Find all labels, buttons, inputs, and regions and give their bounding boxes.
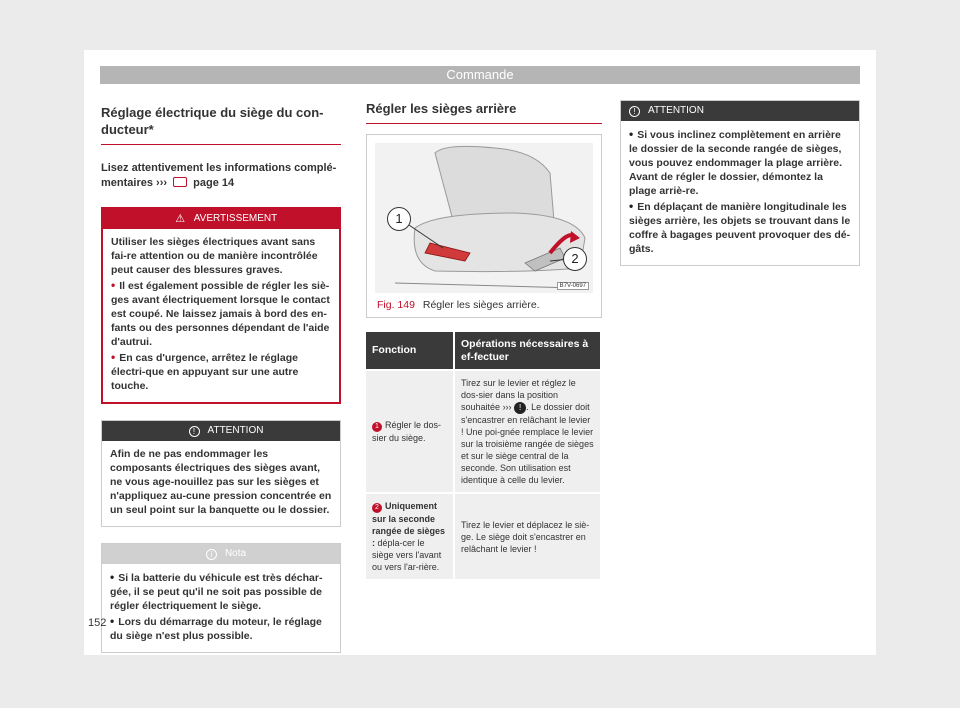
table-header-row — [366, 332, 601, 370]
section-header: Commande — [100, 66, 860, 84]
warning-title: AVERTISSEMENT — [193, 213, 278, 224]
warning-paragraph: Utiliser les sièges électriques avant sans fai-re attention ou de manière incontrôlée peut causer des blessures graves. — [111, 236, 318, 276]
number-badge: 1 — [372, 422, 382, 432]
intro-text — [101, 161, 341, 191]
table-cell-function — [366, 370, 454, 493]
figure-number: Fig. 149 — [377, 299, 415, 311]
nota-bullet-text: Si la batterie du véhicule est très déchar-gée, il se peut qu'il ne soit pas possible de régler électriquement le siège. — [110, 572, 323, 612]
operation-text: Tirez le levier et déplacez le siè-ge. Le siège doit s'encastrer en relâchant le levier ! — [461, 519, 590, 554]
page-reference-link[interactable]: page 14 — [193, 177, 235, 189]
attention-box-header — [102, 421, 340, 441]
figure-code: B7V-0697 — [557, 282, 589, 290]
column-left — [101, 92, 341, 653]
warning-box — [101, 207, 341, 404]
table-cell-function — [366, 493, 454, 579]
nota-box-header — [102, 544, 340, 564]
callout-1: 1 — [387, 207, 411, 231]
nota-title: Nota — [224, 548, 247, 559]
callout-2: 2 — [563, 247, 587, 271]
figure-caption — [367, 293, 601, 317]
attention-title: ATTENTION — [207, 425, 264, 436]
warning-bullet — [111, 278, 331, 349]
attention-body — [621, 121, 859, 265]
column-right — [620, 100, 860, 266]
column-middle — [366, 92, 602, 579]
attention-body — [102, 441, 340, 526]
warning-bullet-text: Il est également possible de régler les siè-ges avant électriquement lorsque le contact est coupé. Ne laissez jamais à bord des en-fants ou des personnes dépendant de l'aide d'autrui. — [111, 280, 330, 348]
column-header-function: Fonction — [366, 332, 454, 370]
column-header-operations: Opérations nécessaires à ef-fectuer — [454, 332, 601, 370]
warning-body — [103, 229, 339, 402]
info-circle-icon: ! — [629, 106, 640, 117]
number-badge: 2 — [372, 503, 382, 513]
attention-title: ATTENTION — [648, 105, 704, 116]
operation-text-cont: . Le dossier doit s'encastrer en relâchant le levier ! Une poi-gnée remplace le levier sur la troisième rangée de sièges et sur le siège central de la seconde. Son utilisation est identique à celle du levier. — [461, 402, 594, 485]
attention-box-rear — [620, 100, 860, 266]
attention-bullet — [629, 127, 851, 198]
function-bold-text: Uniquement sur la seconde rangée de sièges : — [372, 501, 446, 548]
warning-box-header — [103, 209, 339, 229]
link-arrow: ››› — [502, 402, 512, 412]
attention-bullet-text: En déplaçant de manière longitudinale les sièges arrière, les objets se trouvant dans le coffre à bagages peuvent provoquer des dé-gâts. — [629, 201, 851, 255]
warning-bullet — [111, 350, 331, 393]
warning-triangle-icon: ⚠ — [175, 213, 186, 225]
operations-table — [366, 332, 602, 579]
figure-caption-text: Régler les sièges arrière. — [422, 299, 540, 311]
info-icon: i — [206, 549, 217, 560]
page-number: 152 — [88, 617, 107, 629]
attention-box — [101, 420, 341, 527]
attention-box-header — [621, 101, 859, 121]
attention-mark-icon: ! — [514, 402, 526, 414]
book-icon — [173, 177, 187, 187]
operation-text: Tirez sur le levier et réglez le dos-sier dans la position souhaitée — [461, 378, 576, 412]
attention-bullet — [629, 199, 851, 256]
link-arrow: ››› — [156, 177, 168, 189]
nota-bullet — [110, 614, 332, 643]
section-title-electric-seat: Réglage électrique du siège du con- ducteur* — [101, 104, 341, 145]
warning-bullet-text: En cas d'urgence, arrêtez le réglage électri-que en appuyant sur une autre touche. — [111, 352, 299, 392]
seat-illustration — [375, 143, 593, 293]
nota-bullet — [110, 570, 332, 613]
intro-label: Lisez attentivement les informations complé- mentaires — [101, 162, 337, 189]
function-text: dépla-cer le siège vers l'avant ou vers l'ar-rière. — [372, 538, 442, 572]
info-circle-icon: ! — [189, 426, 200, 437]
figure-149 — [366, 134, 602, 318]
table-cell-operation — [454, 370, 601, 493]
function-text: Régler le dos-sier du siège. — [372, 420, 442, 443]
table-row — [366, 370, 601, 493]
nota-bullet-text: Lors du démarrage du moteur, le réglage du siège n'est plus possible. — [110, 616, 322, 642]
nota-box — [101, 543, 341, 653]
nota-body — [102, 564, 340, 652]
table-cell-operation — [454, 493, 601, 579]
table-row — [366, 493, 601, 579]
manual-page — [84, 50, 876, 655]
attention-bullet-text: Si vous inclinez complètement en arrière le dossier de la seconde rangée de sièges, vous pouvez endommager la plage arrière. Avant de régler le dossier, démontez la plage arriè-re. — [629, 129, 842, 197]
attention-paragraph: Afin de ne pas endommager les composants électriques des sièges avant, ne vous age-nouillez pas sur les sièges et n'appliquez au-cune pression concentrée en un seul point sur la banquette ou le dossier. — [110, 448, 332, 516]
section-title-rear-seats: Régler les sièges arrière — [366, 100, 602, 124]
